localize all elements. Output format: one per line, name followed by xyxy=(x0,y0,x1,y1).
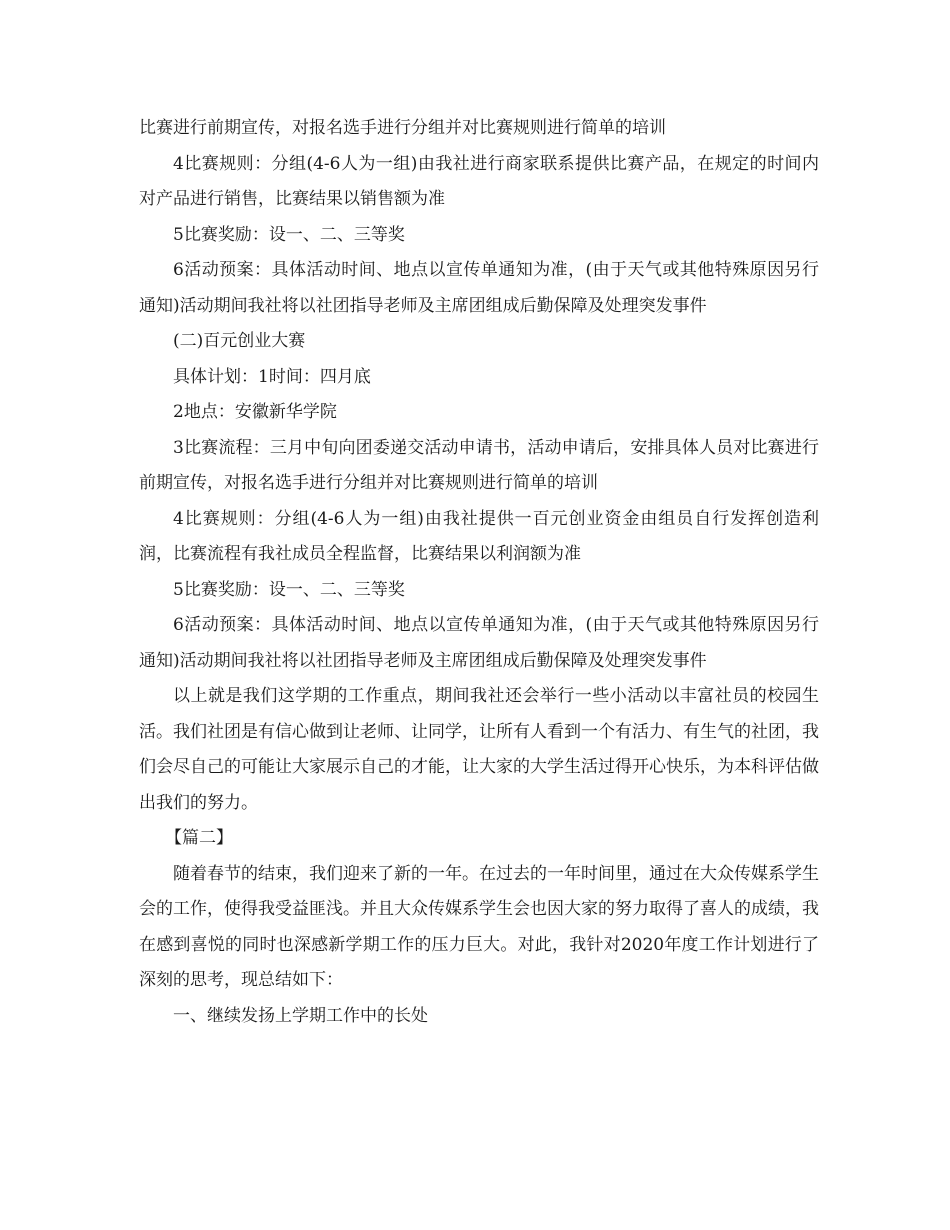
paragraph-plan-time: 具体计划：1时间：四月底 xyxy=(173,366,371,387)
paragraph-new-year-intro: 随着春节的结束，我们迎来了新的一年。在过去的一年时间里，通过在大众传媒系学生会的工作，使得我受益匪浅。并且大众传媒系学生会也因大家的努力取得了喜人的成绩，我在感到喜悦的同时也深感新学期工作的压力巨大。对此，我针对2020年度工作计划进行了深刻的思考，现总结如下： xyxy=(139,863,819,990)
paragraph-startup-rules: 4比赛规则：分组(4-6人为一组)由我社提供一百元创业资金由组员自行发挥创造利润，比赛流程有我社成员全程监督，比赛结果以利润额为准 xyxy=(139,508,819,564)
paragraph-contest-rules: 4比赛规则：分组(4-6人为一组)由我社进行商家联系提供比赛产品，在规定的时间内对产品进行销售，比赛结果以销售额为准 xyxy=(139,153,819,209)
paragraph-startup-awards: 5比赛奖励：设一、二、三等奖 xyxy=(173,579,405,600)
document-body xyxy=(139,111,819,1034)
paragraph-plan-location: 2地点：安徽新华学院 xyxy=(173,402,337,422)
section-heading-continue-strengths: 一、继续发扬上学期工作中的长处 xyxy=(173,1005,428,1026)
section-heading-startup-contest: (二)百元创业大赛 xyxy=(173,331,306,351)
paragraph-semester-summary: 以上就是我们这学期的工作重点，期间我社还会举行一些小活动以丰富社员的校园生活。我们社团是有信心做到让老师、让同学，让所有人看到一个有活力、有生气的社团，我们会尽自己的可能让大家展示自己的才能，让大家的大学生活过得开心快乐，为本科评估做出我们的努力。 xyxy=(139,686,819,813)
paragraph-contest-awards: 5比赛奖励：设一、二、三等奖 xyxy=(173,224,405,245)
paragraph-contest-process: 3比赛流程：三月中旬向团委递交活动申请书，活动申请后，安排具体人员对比赛进行前期宣传，对报名选手进行分组并对比赛规则进行简单的培训 xyxy=(139,437,819,493)
paragraph-contest-promotion: 比赛进行前期宣传，对报名选手进行分组并对比赛规则进行简单的培训 xyxy=(139,118,666,138)
paragraph-contingency-plan: 6活动预案：具体活动时间、地点以宣传单通知为准，(由于天气或其他特殊原因另行通知)活动期间我社将以社团指导老师及主席团组成后勤保障及处理突发事件 xyxy=(139,260,819,316)
paragraph-startup-contingency: 6活动预案：具体活动时间、地点以宣传单通知为准，(由于天气或其他特殊原因另行通知)活动期间我社将以社团指导老师及主席团组成后勤保障及处理突发事件 xyxy=(139,615,819,671)
section-heading-part-two: 【篇二】 xyxy=(165,828,233,848)
